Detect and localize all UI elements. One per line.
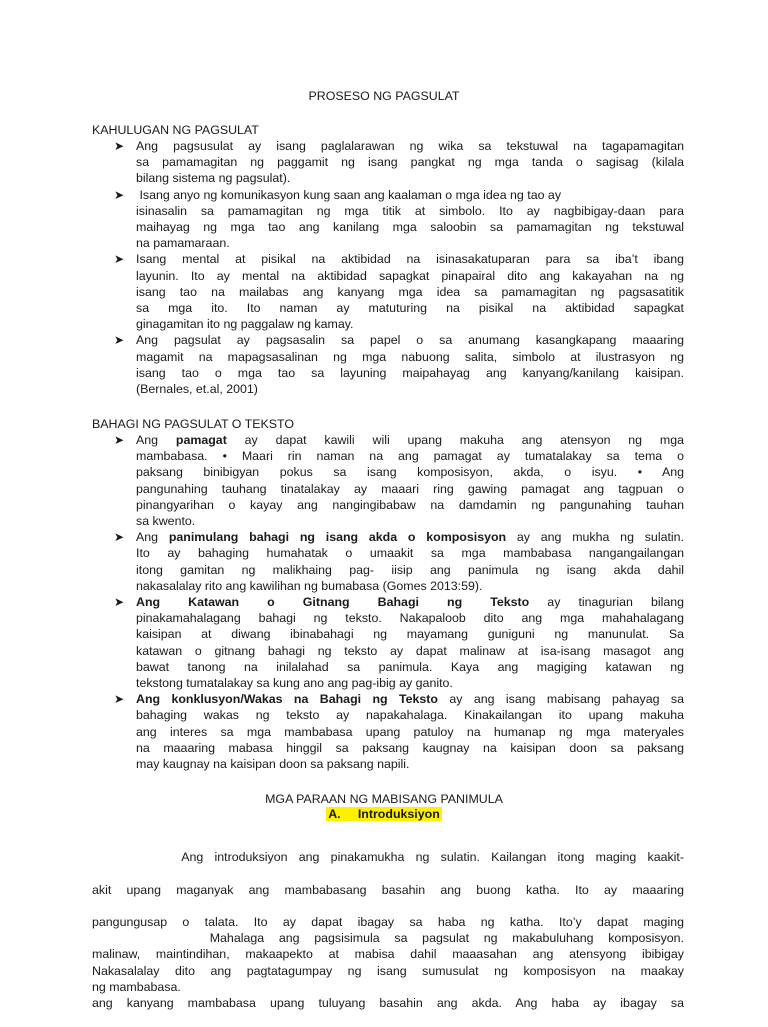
- text-line: maihayag ng mga tao ang kanilang mga saloobin sa pamamagitan ng tekstuwal: [136, 220, 684, 235]
- section-heading-kahulugan: KAHULUGAN NG PAGSULAT: [92, 123, 259, 137]
- text-line: Ang pagsulat ay pagsasalin sa papel o sa anumang kasangkapang maaaring: [136, 333, 684, 348]
- text-line: Nakasalalay dito ang pagtatagumpay ng isang sumusulat ng komposisyon na maakay: [92, 963, 684, 978]
- bullet-item: [92, 594, 684, 691]
- text-line: katawan o gitnang bahagi ng teksto ay dapat malinaw at isa-isang masagot ang: [136, 643, 684, 658]
- arrow-bullet-icon: ➤: [114, 187, 125, 202]
- text-line: paksang binibigyan pokus sa isang komposisyon, akda, o isyu. • Ang: [136, 465, 684, 480]
- bullet-item: [92, 432, 684, 529]
- arrow-bullet-icon: ➤: [114, 139, 125, 153]
- bullet-item: [92, 138, 684, 187]
- text-line: isang tao na mailabas ang kanyang mga idea sa pamamagitan ng pagsasatitik: [136, 284, 684, 299]
- text-run: ay ang isang mabisang pahayag sa: [438, 692, 684, 707]
- text-run: Ang: [136, 530, 169, 545]
- text-run: ay tinagurian bilang: [529, 595, 685, 610]
- bullet-list-kahulugan: [92, 138, 684, 397]
- paragraph-introduksiyon-2: [92, 914, 684, 1027]
- bullet-item: [92, 251, 684, 332]
- arrow-bullet-icon: ➤: [114, 692, 125, 707]
- bullet-list-bahagi: [92, 432, 684, 772]
- text-line: [136, 432, 684, 448]
- arrow-bullet-icon: ➤: [114, 333, 125, 348]
- text-line: ng mambabasa.: [92, 979, 181, 994]
- text-line: layunin. Ito ay mental na aktibidad sapagkat pinapairal dito ang kakayahan na ng: [136, 268, 684, 283]
- text-line: pinakamahalagang bahagi ng teksto. Nakapaloob dito ang mga mahahalagang: [136, 611, 684, 626]
- bold-term: panimulang bahagi ng isang akda o komposisyon: [168, 530, 507, 545]
- text-line: pangungusap o talata. Ito ay dapat ibagay sa haba ng katha. Ito’y dapat maging: [92, 915, 684, 930]
- arrow-bullet-icon: ➤: [114, 433, 125, 447]
- text-line: Ito ay bahaging humahatak o umaakit sa mga mambabasa nangangailangan: [136, 546, 684, 561]
- bold-term: Ang Katawan o Gitnang Bahagi ng Teksto: [136, 595, 530, 610]
- text-line: na maaaring mabasa hinggil sa paksang kaugnay na kaisipan doon sa paksang: [136, 740, 684, 755]
- subsection-heading: [0, 806, 768, 822]
- text-line: malinaw, maintindihan, makaapekto at mabisa dahil maaasahan ang atensyong ibibigay: [92, 947, 684, 962]
- subsection-title: Introduksiyon: [357, 807, 440, 821]
- text-line: akit upang maganyak ang mambabasang basahin ang buong katha. Ito ay maaaring: [92, 882, 684, 897]
- text-line: pinangyarihan o kayay ang nangingibabaw na damdamin ng pangunahing tauhan: [136, 497, 684, 512]
- subsection-letter: A.: [328, 807, 341, 821]
- text-line: bilang sistema ng pagsulat).: [136, 171, 291, 186]
- document-title: PROSESO NG PAGSULAT: [308, 89, 460, 103]
- text-line: magamit na mapagsasalinan ng mga nabuong salita, simbolo at ilustrasyon ng: [136, 349, 684, 364]
- arrow-bullet-icon: ➤: [114, 595, 125, 610]
- text-line: isang tao o mga tao sa layuning maipahayag ang kanyang/kanilang kaisipan.: [136, 365, 684, 380]
- text-line: Isang mental at pisikal na aktibidad na isinasakatuparan para sa iba’t ibang: [136, 252, 684, 267]
- bold-term: Ang konklusyon/Wakas na Bahagi ng Teksto: [136, 692, 438, 707]
- text-line: ang interes sa mga mambabasa upang patuloy na humanap ng mga materyales: [136, 724, 684, 739]
- text-line: sa pamamagitan ng paggamit ng isang pangkat ng mga tanda o sagisag (kilala: [136, 155, 684, 170]
- highlighted-subheading: [326, 807, 442, 821]
- text-line: mambabasa. • Maari rin naman na ang pamagat ay tumatalakay sa tema o: [136, 449, 684, 464]
- text-line: Ang introduksiyon ang pinakamukha ng sulatin. Kailangan itong maging kaakit-: [92, 850, 684, 865]
- text-line: bawat tanong na inilalahad sa panimula. Kaya ang magiging katawan ng: [136, 659, 684, 674]
- text-line: itong gamitan ng malikhaing pag- iisip ang panimula ng isang akda dahil: [136, 562, 684, 577]
- text-line: sa kwento.: [136, 514, 196, 529]
- bullet-item: [92, 187, 684, 252]
- text-line: na pamamaraan.: [136, 236, 230, 251]
- text-line: kaisipan at diwang ibinabahagi ng mayamang guniguni ng manunulat. Sa: [136, 627, 684, 642]
- text-line: isinasalin sa pamamagitan ng mga titik at simbolo. Ito ay nagbibigay-daan para: [136, 203, 684, 218]
- text-line: tekstong tumatalakay sa kung ano ang pag-ibig ay ganito.: [136, 676, 453, 691]
- text-line: ginagamitan ito ng paggalaw ng kamay.: [136, 317, 354, 332]
- text-line: sa mga ito. Ito naman ay matuturing na pisikal na aktibidad sapagkat: [136, 301, 684, 316]
- text-line: [136, 691, 684, 707]
- text-line: [136, 594, 684, 610]
- text-line: Mahalaga ang pagsisimula sa pagsulat ng makabuluhang komposisyon.: [92, 931, 684, 946]
- arrow-bullet-icon: ➤: [114, 252, 125, 267]
- text-run: ay ang mukha ng sulatin.: [506, 530, 684, 545]
- bullet-item: [92, 691, 684, 772]
- text-line: [136, 529, 684, 545]
- text-line: ang kanyang mambabasa upang tuluyang basahin ang akda. Ang haba ay ibagay sa: [92, 996, 684, 1011]
- arrow-bullet-icon: ➤: [114, 530, 125, 545]
- text-line: pangunahing tauhang tinatalakay ay maaari ring gawing pamagat ang tagpuan o: [136, 481, 684, 496]
- bullet-item: [92, 332, 684, 397]
- section-heading-bahagi: BAHAGI NG PAGSULAT O TEKSTO: [92, 417, 294, 431]
- text-line: Ang pagsusulat ay isang paglalarawan ng wika sa tekstuwal na tagapamagitan: [136, 139, 684, 153]
- text-line: nakasalalay rito ang kawilihan ng bumabasa (Gomes 2013:59).: [136, 578, 483, 593]
- bullet-item: [92, 529, 684, 594]
- bold-term: pamagat: [175, 433, 227, 447]
- section-heading-panimula: MGA PARAAN NG MABISANG PANIMULA: [265, 792, 503, 806]
- text-run: ay dapat kawili wili upang makuha ang atensyon ng mga: [226, 433, 684, 447]
- text-line: Isang anyo ng komunikasyon kung saan ang kaalaman o mga idea ng tao ay: [136, 187, 562, 202]
- text-line: may kaugnay na kaisipan doon sa paksang napili.: [136, 757, 410, 772]
- text-run: Ang: [136, 433, 176, 447]
- text-line: (Bernales, et.al, 2001): [136, 382, 258, 397]
- text-line: bahaging wakas ng teksto ay napakahalaga. Kinakailangan ito upang makuha: [136, 708, 684, 723]
